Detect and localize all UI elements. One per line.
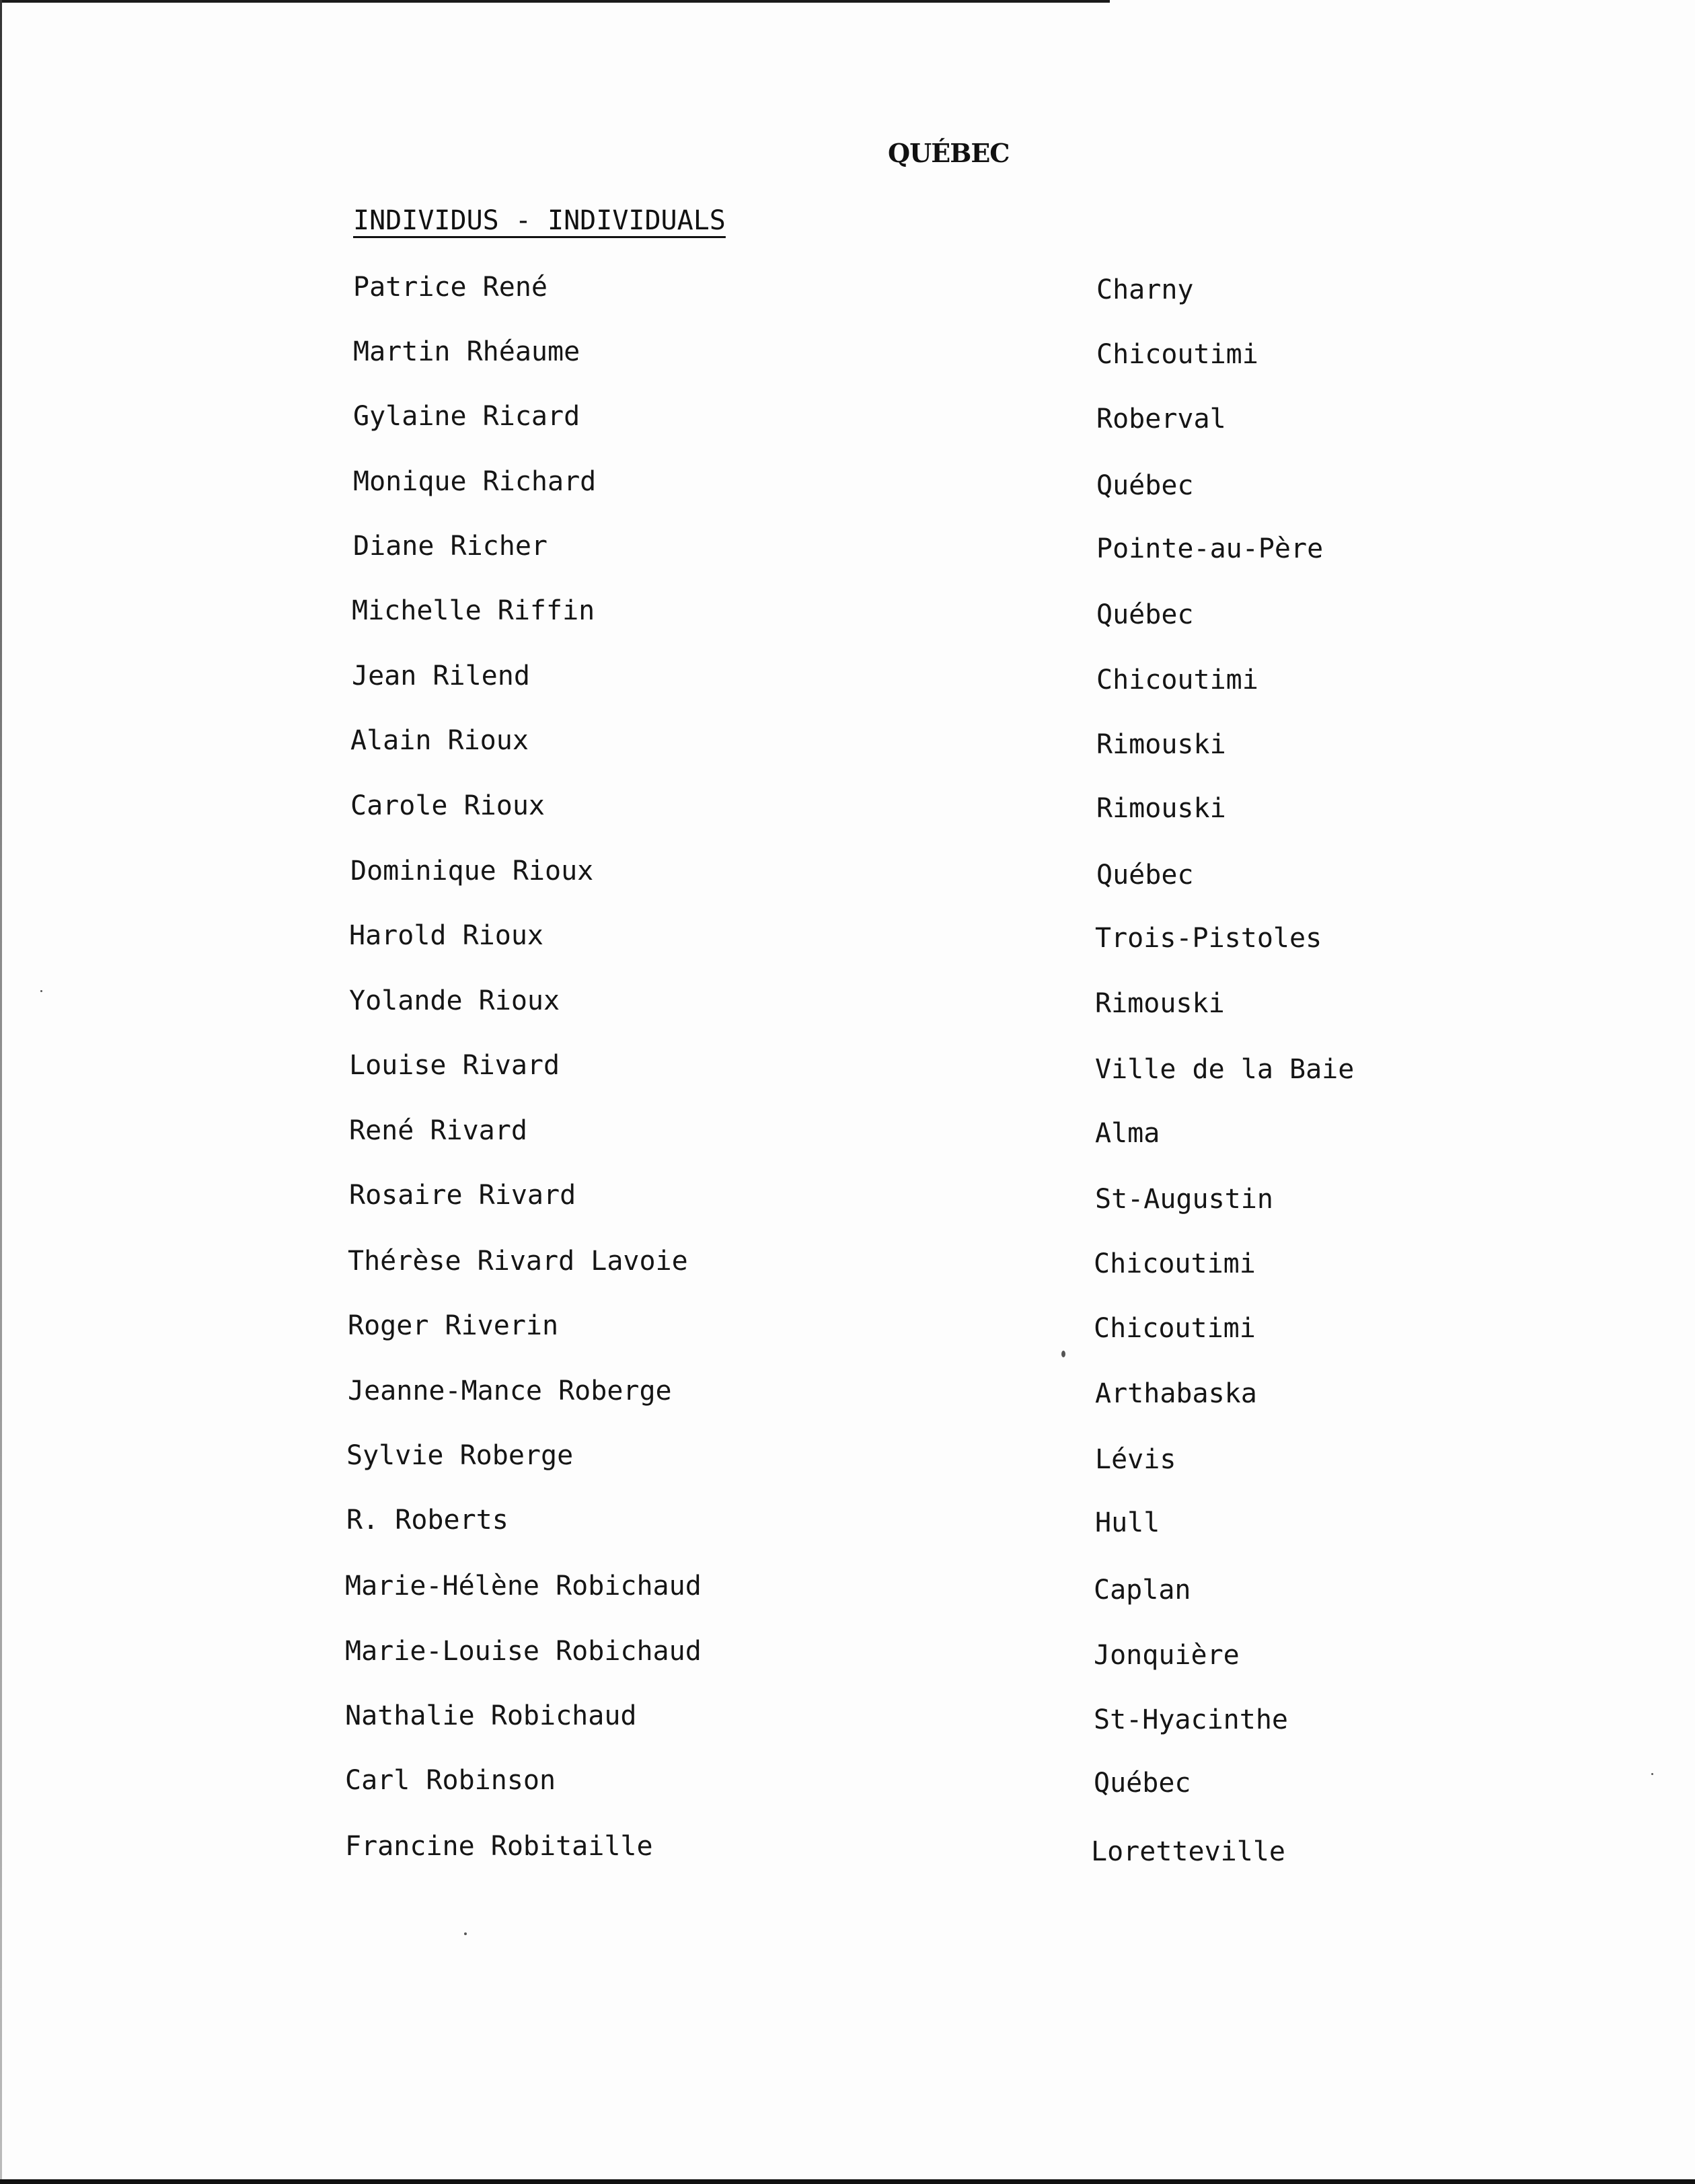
person-name: Carole Rioux [350,790,545,821]
city-name: Trois-Pistoles [1095,923,1322,954]
person-name: Louise Rivard [349,1050,560,1081]
person-name: Michelle Riffin [352,595,595,626]
list-item [0,336,1695,377]
city-name: Chicoutimi [1096,665,1258,695]
list-item [0,856,1695,896]
person-name: Thérèse Rivard Lavoie [348,1246,688,1277]
list-item [0,725,1695,765]
city-name: Pointe-au-Père [1096,533,1324,564]
list-item [0,531,1695,571]
scan-edge-bottom [0,2179,1695,2184]
list-item [0,595,1695,636]
person-name: Harold Rioux [349,920,543,951]
person-name: Diane Richer [353,531,548,562]
city-name: Chicoutimi [1096,339,1258,370]
list-item [0,1571,1695,1611]
city-name: Lévis [1095,1444,1176,1475]
list-item [0,1440,1695,1480]
list-item [0,661,1695,701]
list-item [0,1765,1695,1805]
scan-speck [40,990,42,992]
city-name: Rimouski [1096,793,1226,824]
scan-speck [1061,1351,1065,1357]
list-item [0,466,1695,506]
list-item [0,1050,1695,1090]
person-name: Francine Robitaille [345,1831,653,1862]
list-item [0,1700,1695,1741]
page-title: QUÉBEC [888,138,1010,168]
city-name: Chicoutimi [1094,1248,1256,1279]
list-item [0,1505,1695,1545]
city-name: Arthabaska [1095,1378,1257,1409]
city-name: Jonquière [1094,1640,1240,1671]
scan-speck [464,1932,467,1935]
person-name: René Rivard [349,1115,527,1146]
city-name: Alma [1095,1118,1160,1149]
city-name: Ville de la Baie [1095,1054,1355,1085]
city-name: Roberval [1096,404,1226,435]
person-name: Jean Rilend [352,661,530,691]
list-item [0,1636,1695,1676]
list-item [0,1310,1695,1351]
list-item [0,1831,1695,1871]
person-name: Patrice René [353,272,548,303]
person-name: Gylaine Ricard [353,401,580,432]
city-name: Hull [1095,1507,1160,1538]
list-item [0,790,1695,831]
person-name: R. Roberts [346,1505,509,1536]
list-item [0,401,1695,441]
city-name: Québec [1096,860,1194,891]
city-name: Caplan [1094,1575,1191,1606]
person-name: Rosaire Rivard [349,1180,576,1211]
list-item [0,1180,1695,1220]
person-name: Martin Rhéaume [353,336,580,367]
scan-edge-top [0,0,1110,3]
city-name: St-Hyacinthe [1094,1704,1288,1735]
person-name: Roger Riverin [348,1310,559,1341]
city-name: Charny [1096,274,1194,305]
city-name: Québec [1094,1768,1191,1799]
person-name: Dominique Rioux [350,856,594,887]
city-name: Rimouski [1095,988,1225,1019]
city-name: Québec [1096,599,1194,630]
list-item [0,272,1695,312]
person-name: Yolande Rioux [349,985,560,1016]
list-item [0,985,1695,1026]
person-name: Monique Richard [353,466,597,497]
list-item [0,1115,1695,1156]
list-item [0,1376,1695,1416]
person-name: Nathalie Robichaud [345,1700,637,1731]
person-name: Jeanne-Mance Roberge [348,1376,672,1406]
person-name: Marie-Louise Robichaud [345,1636,702,1667]
list-item [0,1246,1695,1286]
city-name: Rimouski [1096,729,1226,760]
section-heading: INDIVIDUS - INDIVIDUALS [353,205,726,236]
scan-speck [1651,1773,1653,1775]
person-name: Sylvie Roberge [346,1440,574,1471]
person-name: Marie-Hélène Robichaud [345,1571,702,1602]
person-name: Carl Robinson [345,1765,556,1796]
city-name: Québec [1096,470,1194,501]
list-item [0,920,1695,961]
city-name: Chicoutimi [1094,1313,1256,1344]
city-name: St-Augustin [1095,1184,1273,1215]
person-name: Alain Rioux [350,725,529,756]
city-name: Loretteville [1091,1836,1285,1867]
